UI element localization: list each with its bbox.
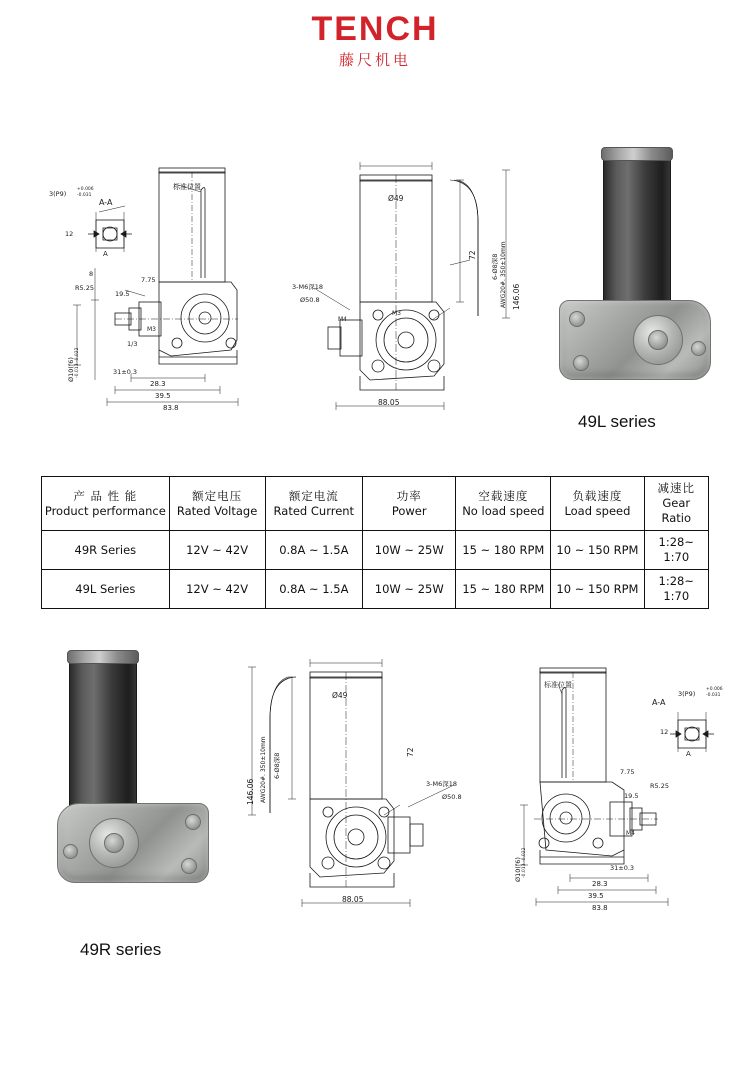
mounting-boss-left-49r	[63, 844, 78, 859]
label-dim-72: 72	[468, 250, 477, 260]
drawing-top-middle-svg	[300, 160, 560, 420]
label-standard-position: 标准位置	[173, 183, 201, 191]
motor-can-cap-49l	[601, 147, 673, 161]
label-keyway-tol-lower: -0.031	[706, 693, 721, 698]
label-dim-17: 1/3	[127, 340, 138, 348]
motor-can-49l	[603, 155, 671, 307]
cell-voltage: 12V ~ 42V	[169, 531, 265, 570]
mounting-boss-lower-49r	[181, 858, 197, 874]
motor-photo-49l	[545, 145, 725, 385]
label-keyway-note: 3(P9)	[49, 190, 67, 198]
label-dim-m4: M4	[338, 316, 347, 323]
label-dim-395: 39.5	[155, 392, 171, 400]
label-keyway-tol-upper: +0.006	[77, 187, 94, 192]
label-dia-508: Ø50.8	[442, 793, 462, 801]
label-dim-m3: M3	[392, 310, 401, 317]
label-dim-72: 72	[406, 747, 415, 757]
header-cell-no-load-speed: 空载速度 No load speed	[456, 477, 551, 531]
label-dim-shaft-tol2: -0.022	[522, 847, 527, 862]
label-dim-m3: M3	[147, 326, 156, 333]
header-cell-power: 功率 Power	[363, 477, 456, 531]
header-cell-load-speed: 负载速度 Load speed	[551, 477, 644, 531]
cell-series-name: 49R Series	[42, 531, 170, 570]
label-dim-8805: 88.05	[378, 398, 400, 407]
label-dim-283: 28.3	[592, 880, 608, 888]
label-dim-31: 31±0.3	[113, 368, 138, 376]
label-standard-position: 标准位置	[544, 681, 572, 689]
cell-no-load-speed: 15 ~ 180 RPM	[456, 531, 551, 570]
label-section-letter-a: A	[103, 250, 108, 258]
series-label-49l: 49L series	[578, 412, 656, 431]
label-dim-shaft-tol1: -0.013	[75, 363, 80, 378]
label-dim-r525: R5.25	[75, 284, 94, 292]
label-wire-note: AWG20#. 350±10mm	[500, 241, 507, 308]
label-dim-283: 28.3	[150, 380, 166, 388]
cell-power: 10W ~ 25W	[363, 531, 456, 570]
label-dim-838: 83.8	[592, 904, 608, 912]
header-cell-current: 额定电流 Rated Current	[265, 477, 363, 531]
label-holes-6x8: 6-Ø8深8	[273, 752, 281, 779]
cell-load-speed: 10 ~ 150 RPM	[551, 570, 644, 609]
motor-can-49r	[69, 658, 137, 810]
motor-photo-49r	[45, 648, 235, 888]
label-section-aa: A-A	[652, 698, 666, 707]
label-dim-m4: M4	[626, 830, 635, 837]
label-holes-6x8: 6-Ø8深8	[491, 253, 499, 280]
drawing-top-middle	[292, 160, 560, 420]
motor-can-cap-49r	[67, 650, 139, 664]
mounting-boss-right-49l	[691, 341, 706, 356]
mounting-boss-right-49r	[185, 814, 201, 830]
brand-logo	[0, 12, 750, 70]
table-row	[42, 531, 709, 570]
cell-series-name: 49L Series	[42, 570, 170, 609]
label-dim-shaft-tol1: -0.013	[522, 863, 527, 878]
cell-voltage: 12V ~ 42V	[169, 570, 265, 609]
cell-current: 0.8A ~ 1.5A	[265, 570, 363, 609]
header-cell-product: 产 品 性 能 Product performance	[42, 477, 170, 531]
cell-no-load-speed: 15 ~ 180 RPM	[456, 570, 551, 609]
label-dim-shaft-dia: Ø10(f6)	[67, 357, 75, 382]
gearbox-output-shaft-49l	[648, 330, 668, 350]
table-row	[42, 570, 709, 609]
label-section-aa: A-A	[99, 198, 113, 207]
table-header-row	[42, 477, 709, 531]
label-keyway-tol-upper: +0.006	[706, 687, 723, 692]
label-dia-49: Ø49	[388, 194, 404, 203]
mounting-boss-lower-49l	[573, 355, 589, 371]
label-keyway-tol-lower: -0.031	[77, 193, 92, 198]
header-cell-voltage: 额定电压 Rated Voltage	[169, 477, 265, 531]
gearbox-output-shaft-49r	[104, 833, 124, 853]
cell-current: 0.8A ~ 1.5A	[265, 531, 363, 570]
label-tap-note: 3-M6深18	[292, 283, 323, 291]
drawing-bottom-middle-svg	[240, 655, 500, 915]
label-section-letter-a: A	[686, 750, 691, 758]
label-dim-shaft-tol2: -0.022	[75, 347, 80, 362]
label-keyway-note: 3(P9)	[678, 690, 696, 698]
label-dim-775: 7.75	[141, 276, 156, 284]
specification-table	[41, 476, 709, 609]
label-dim-31: 31±0.3	[610, 864, 635, 872]
cell-gear-ratio: 1:28~ 1:70	[644, 570, 708, 609]
label-dia-49: Ø49	[332, 691, 348, 700]
label-dim-195: 19.5	[624, 792, 639, 800]
cell-gear-ratio: 1:28~ 1:70	[644, 531, 708, 570]
label-dim-395: 39.5	[588, 892, 604, 900]
cell-power: 10W ~ 25W	[363, 570, 456, 609]
series-label-49r: 49R series	[80, 940, 162, 959]
logo-chinese-name: 藤尺机电	[338, 51, 411, 69]
mounting-boss-left-49l	[569, 311, 585, 327]
label-dim-shaft-dia: Ø10(f6)	[514, 857, 522, 882]
drawing-top-left	[49, 150, 305, 420]
label-dim-8805: 88.05	[342, 895, 364, 904]
label-dim-r525: R5.25	[650, 782, 669, 790]
label-tap-note: 3-M6深18	[426, 780, 457, 788]
cell-load-speed: 10 ~ 150 RPM	[551, 531, 644, 570]
label-dia-508: Ø50.8	[300, 296, 320, 304]
label-dim-12: 12	[65, 230, 74, 238]
drawing-bottom-right	[500, 650, 750, 920]
label-dim-12: 12	[660, 728, 669, 736]
drawing-bottom-middle	[240, 655, 500, 915]
logo-wordmark: TENCH	[311, 10, 439, 48]
label-dim-195: 19.5	[115, 290, 130, 298]
header-cell-gear-ratio: 减速比 Gear Ratio	[644, 477, 708, 531]
label-dim-775: 7.75	[620, 768, 635, 776]
label-dim-8: 8	[89, 270, 94, 278]
label-dim-14606: 146.06	[246, 778, 255, 805]
label-dim-14606: 146.06	[512, 283, 521, 310]
label-wire-note: AWG20#. 350±10mm	[260, 736, 267, 803]
label-dim-838: 83.8	[163, 404, 179, 412]
